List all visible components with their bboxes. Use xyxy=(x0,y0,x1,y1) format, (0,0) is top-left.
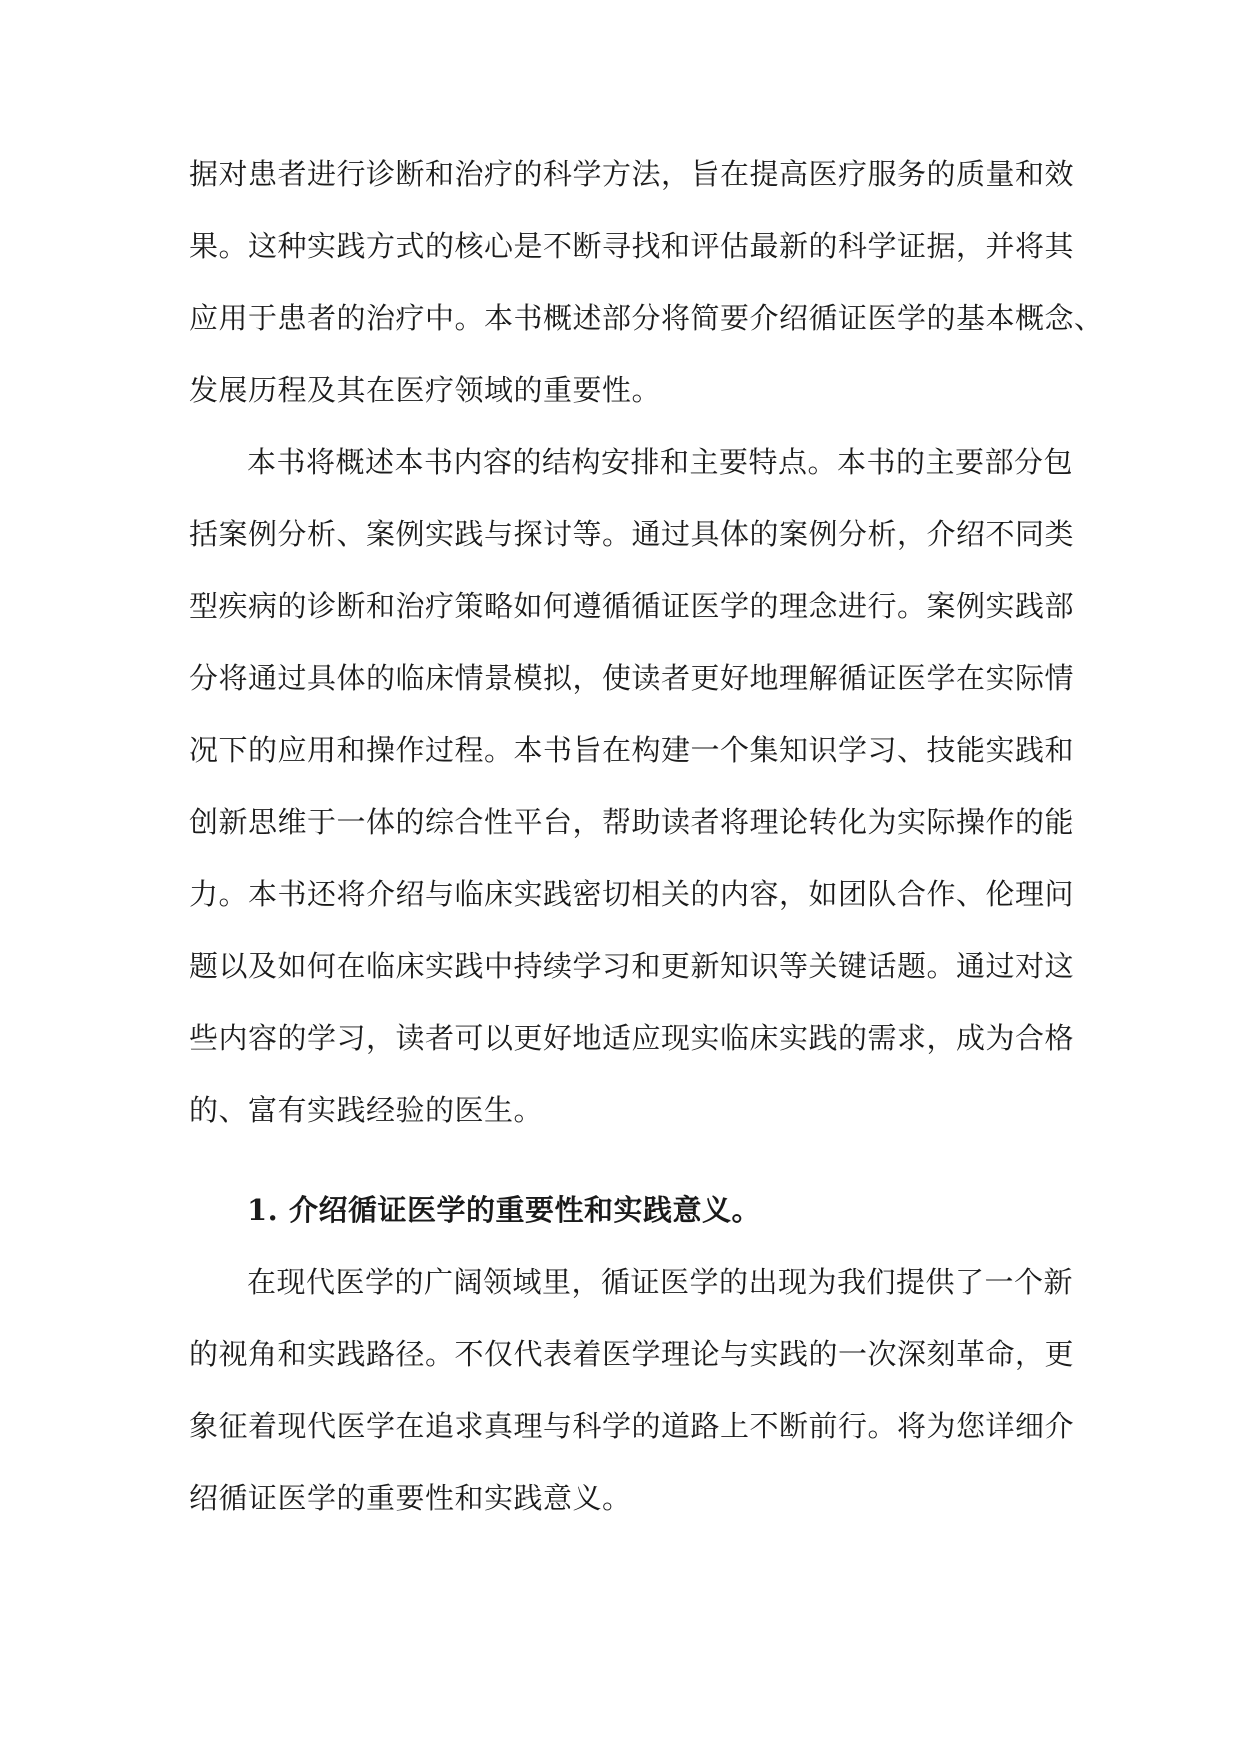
text-line: 题以及如何在临床实践中持续学习和更新知识等关键话题。通过对这 xyxy=(189,949,1075,983)
section-heading xyxy=(189,1174,1089,1246)
text-line: 本书将概述本书内容的结构安排和主要特点。本书的主要部分包 xyxy=(247,445,1074,479)
text-line: 力。本书还将介绍与临床实践密切相关的内容，如团队合作、伦理问 xyxy=(189,877,1075,911)
paragraph-book-structure xyxy=(189,426,1089,1146)
text-line: 发展历程及其在医疗领域的重要性。 xyxy=(189,373,662,407)
section-number: 1. xyxy=(247,1193,279,1227)
section-spacer xyxy=(189,1146,1089,1174)
text-line: 果。这种实践方式的核心是不断寻找和评估最新的科学证据，并将其 xyxy=(189,229,1075,263)
text-line: 据对患者进行诊断和治疗的科学方法，旨在提高医疗服务的质量和效 xyxy=(189,157,1075,191)
text-line: 况下的应用和操作过程。本书旨在构建一个集知识学习、技能实践和 xyxy=(189,733,1075,767)
document-body xyxy=(189,138,1104,1534)
text-line: 分将通过具体的临床情景模拟，使读者更好地理解循证医学在实际情 xyxy=(189,661,1075,695)
text-line: 在现代医学的广阔领域里，循证医学的出现为我们提供了一个新 xyxy=(247,1265,1074,1299)
paragraph-continued-intro xyxy=(189,138,1104,426)
text-line: 应用于患者的治疗中。本书概述部分将简要介绍循证医学的基本概念、 xyxy=(189,301,1104,335)
text-line: 括案例分析、案例实践与探讨等。通过具体的案例分析，介绍不同类 xyxy=(189,517,1075,551)
text-line: 些内容的学习，读者可以更好地适应现实临床实践的需求，成为合格 xyxy=(189,1021,1075,1055)
text-line: 的、富有实践经验的医生。 xyxy=(189,1093,544,1127)
text-line: 型疾病的诊断和治疗策略如何遵循循证医学的理念进行。案例实践部 xyxy=(189,589,1075,623)
text-line: 的视角和实践路径。不仅代表着医学理论与实践的一次深刻革命，更 xyxy=(189,1337,1075,1371)
section-title: 介绍循证医学的重要性和实践意义。 xyxy=(289,1193,762,1227)
text-line: 创新思维于一体的综合性平台，帮助读者将理论转化为实际操作的能 xyxy=(189,805,1075,839)
paragraph-section-intro xyxy=(189,1246,1089,1534)
text-line: 象征着现代医学在追求真理与科学的道路上不断前行。将为您详细介 xyxy=(189,1409,1075,1443)
text-line: 绍循证医学的重要性和实践意义。 xyxy=(189,1481,632,1515)
